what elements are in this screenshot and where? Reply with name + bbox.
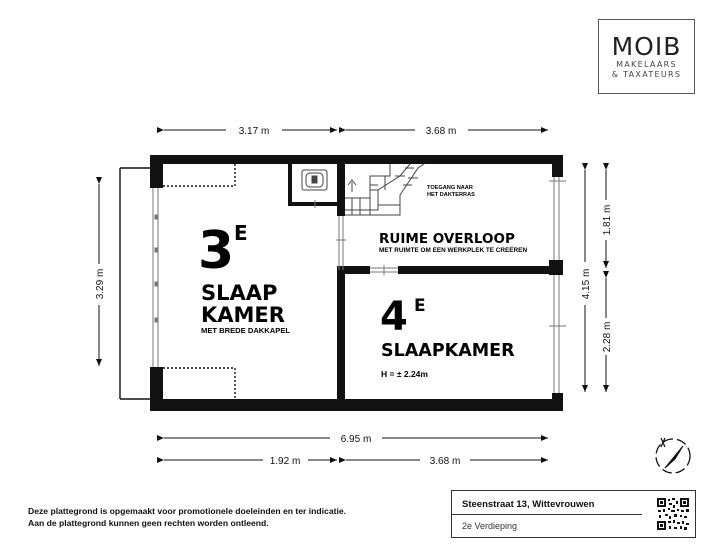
qr-code-icon	[656, 497, 690, 531]
dim-top-right: 3.68 m	[425, 126, 457, 137]
dim-left-height: 3.29 m	[95, 268, 106, 300]
address-divider	[452, 514, 642, 515]
bedroom3-sup: E	[234, 221, 248, 245]
bedroom3-note: MET BREDE DAKKAPEL	[201, 326, 291, 335]
dim-bottom-right: 3.68 m	[429, 456, 461, 467]
logo-sub1: MAKELAARS	[616, 60, 677, 69]
bedroom3-line1: SLAAP	[201, 281, 278, 305]
address-street: Steenstraat 13, Wittevrouwen	[462, 499, 595, 510]
dim-right-lower: 2.28 m	[602, 321, 613, 353]
stairs-note-line2: HET DAKTERRAS	[427, 192, 475, 198]
bedroom3-line2: KAMER	[201, 303, 285, 327]
bedroom4-height: H = ± 2.24m	[381, 369, 428, 379]
dimension-labels	[95, 126, 613, 467]
toilet-icon	[302, 170, 327, 190]
logo-name: MOIB	[611, 32, 682, 61]
window-left	[153, 188, 158, 367]
window-right	[549, 177, 566, 393]
stairs-note-line1: TOEGANG NAAR	[427, 185, 473, 191]
disclaimer-line1: Deze plattegrond is opgemaakt voor promotionele doeleinden en ter indicatie.	[28, 506, 347, 516]
address-box	[451, 490, 696, 538]
bedroom3-number: 3	[198, 221, 235, 281]
dim-right-upper: 1.81 m	[602, 204, 613, 236]
bedroom4-number: 4	[380, 294, 408, 340]
bedroom4-name: SLAAPKAMER	[381, 341, 515, 361]
dim-top-left: 3.17 m	[238, 126, 270, 137]
address-floor: 2e Verdieping	[462, 521, 518, 531]
compass-icon	[656, 438, 690, 473]
dormer-outline	[120, 168, 150, 399]
landing-title: RUIME OVERLOOP	[379, 231, 515, 247]
stairs-icon	[345, 164, 424, 215]
bedroom4-sup: E	[414, 296, 426, 316]
logo-sub2: & TAXATEURS	[611, 70, 682, 79]
dim-bottom-left: 1.92 m	[269, 456, 301, 467]
disclaimer	[28, 505, 346, 529]
company-logo	[598, 19, 695, 94]
dim-right-total: 4.15 m	[581, 268, 592, 300]
landing-note: MET RUIMTE OM EEN WERKPLEK TE CREËREN	[379, 247, 528, 254]
dim-bottom-total: 6.95 m	[340, 434, 372, 445]
disclaimer-line2: Aan de plattegrond kunnen geen rechten worden ontleend.	[28, 518, 269, 528]
